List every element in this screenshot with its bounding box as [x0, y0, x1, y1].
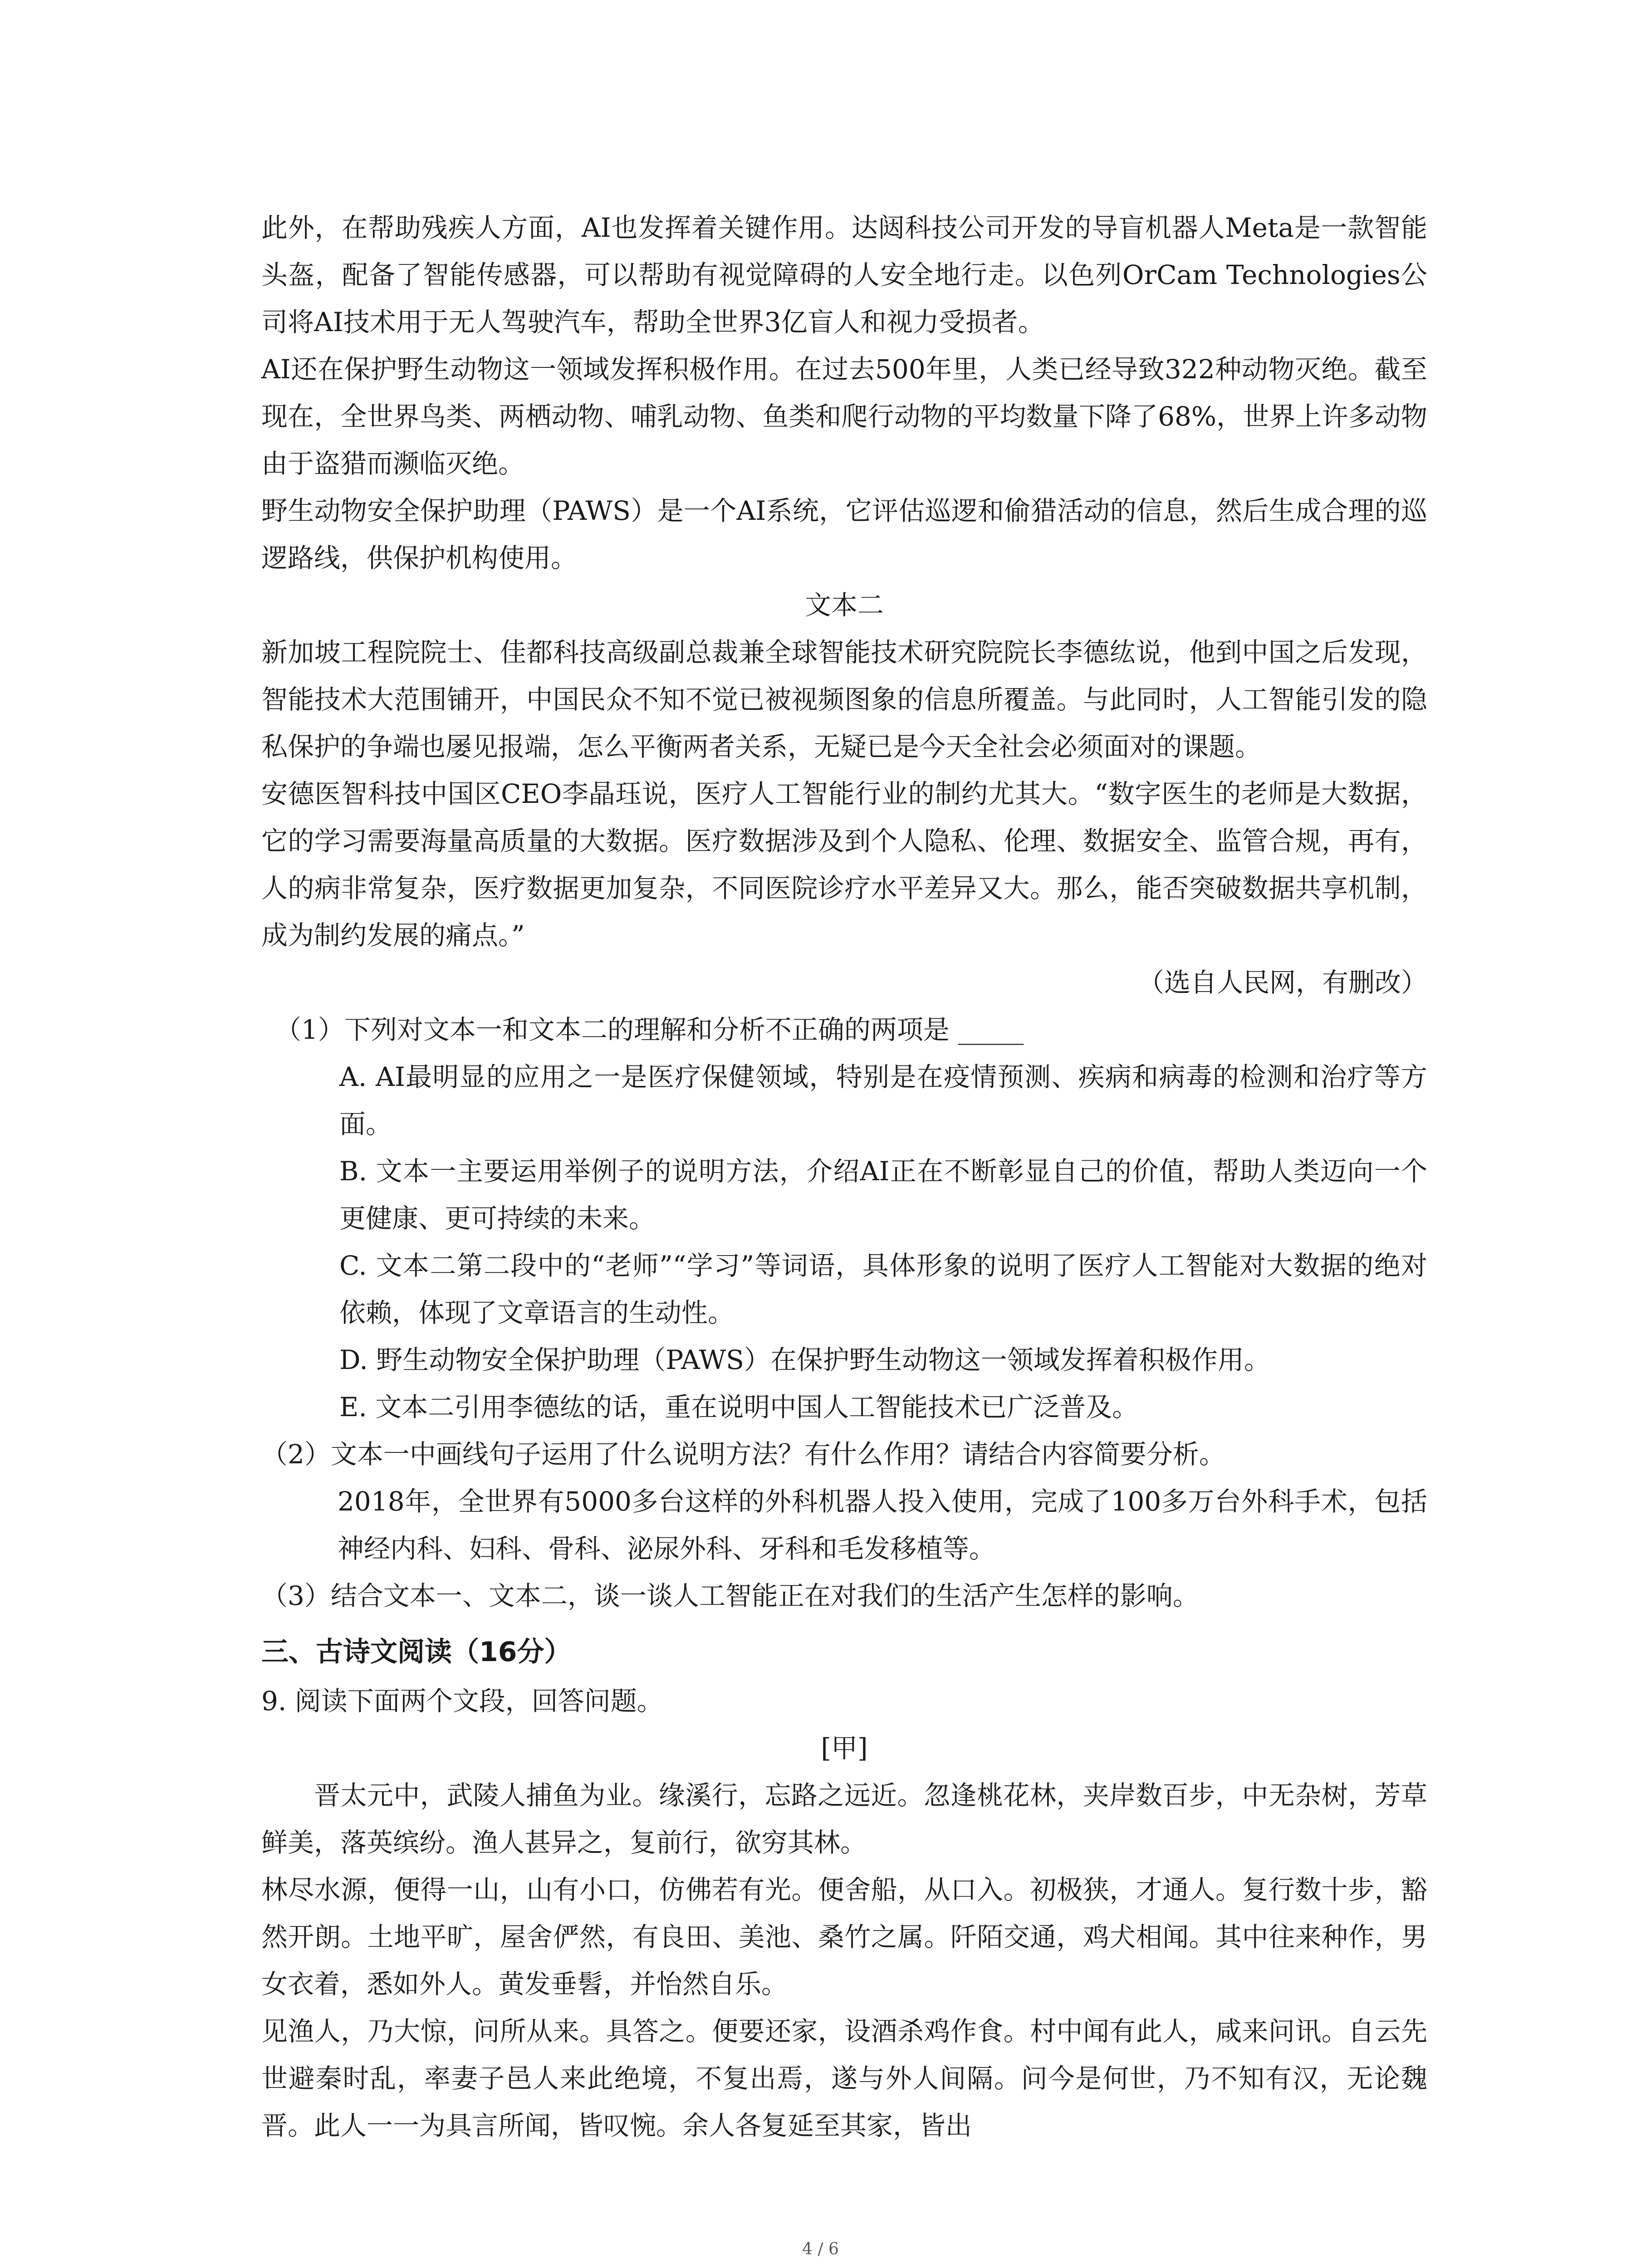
text2-paragraph-2: 安德医智科技中国区CEO李晶珏说，医疗人工智能行业的制约尤其大。“数字医生的老师是大数据，它的学习需要海量高质量的大数据。医疗数据涉及到个人隐私、伦理、数据安全、监管合规，再有，人的病非常复杂，医疗数据更加复杂，不同医院诊疗水平差异又大。那么，能否突破数据共享机制，成为制约发展的痛点。” — [261, 778, 1427, 951]
jia-paragraph-2: 林尽水源，便得一山，山有小口，仿佛若有光。便舍船，从口入。初极狭，才通人。复行数十步，豁然开朗。土地平旷，屋舍俨然，有良田、美池、桑竹之属。阡陌交通，鸡犬相闻。其中往来种作，男女衣着，悉如外人。黄发垂髫，并怡然自乐。 — [261, 1874, 1427, 1999]
option-d: D. 野生动物安全保护助理（PAWS）在保护野生动物这一领域发挥着积极作用。 — [339, 1344, 1270, 1375]
question-2-sentence: 2018年，全世界有5000多台这样的外科机器人投入使用，完成了100多万台外科手术，包括神经内科、妇科、骨科、泌尿外科、牙科和毛发移植等。 — [338, 1486, 1427, 1564]
source-note: （选自人民网，有删改） — [1137, 967, 1427, 998]
option-e: E. 文本二引用李德纮的话，重在说明中国人工智能技术已广泛普及。 — [339, 1392, 1139, 1422]
page-number: 4 / 6 — [802, 2240, 839, 2258]
option-b: B. 文本一主要运用举例子的说明方法，介绍AI正在不断彰显自己的价值，帮助人类迈向一个更健康、更可持续的未来。 — [339, 1156, 1427, 1234]
jia-paragraph-3: 见渔人，乃大惊，问所从来。具答之。便要还家，设酒杀鸡作食。村中闻有此人，咸来问讯。自云先世避秦时乱，率妻子邑人来此绝境，不复出焉，遂与外人间隔。问今是何世，乃不知有汉，无论魏晋。此人一一为具言所闻，皆叹惋。余人各复延至其家，皆出 — [261, 2016, 1427, 2141]
jia-title: [甲] — [821, 1733, 868, 1764]
text1-paragraph-1: 此外，在帮助残疾人方面，AI也发挥着关键作用。达闼科技公司开发的导盲机器人Meta是一款智能头盔，配备了智能传感器，可以帮助有视觉障碍的人安全地行走。以色列OrCam Technologies公司将AI技术用于无人驾驶汽车，帮助全世界3亿盲人和视力受损者。 — [261, 212, 1427, 337]
question-3: （3）结合文本一、文本二，谈一谈人工智能正在对我们的生活产生怎样的影响。 — [261, 1580, 1199, 1611]
text1-paragraph-2: AI还在保护野生动物这一领域发挥积极作用。在过去500年里，人类已经导致322种动物灭绝。截至现在，全世界鸟类、两栖动物、哺乳动物、鱼类和爬行动物的平均数量下降了68%，世界上许多动物由于盗猎而濒临灭绝。 — [261, 354, 1427, 479]
option-a: A. AI最明显的应用之一是医疗保健领域，特别是在疫情预测、疾病和病毒的检测和治疗等方面。 — [339, 1061, 1427, 1139]
question-1: （1）下列对文本一和文本二的理解和分析不正确的两项是 _____ — [275, 1014, 1024, 1045]
text2-paragraph-1: 新加坡工程院院士、佳都科技高级副总裁兼全球智能技术研究院院长李德纮说，他到中国之后发现，智能技术大范围铺开，中国民众不知不觉已被视频图象的信息所覆盖。与此同时，人工智能引发的隐私保护的争端也屡见报端，怎么平衡两者关系，无疑已是今天全社会必须面对的课题。 — [261, 637, 1427, 762]
section-heading: 三、古诗文阅读（16分） — [261, 1636, 572, 1668]
jia-paragraph-1: 晋太元中，武陵人捕鱼为业。缘溪行，忘路之远近。忽逢桃花林，夹岸数百步，中无杂树，芳草鲜美，落英缤纷。渔人甚异之，复前行，欲穷其林。 — [261, 1780, 1427, 1858]
page-content — [261, 204, 1427, 2149]
text1-paragraph-3: 野生动物安全保护助理（PAWS）是一个AI系统，它评估巡逻和偷猎活动的信息，然后生成合理的巡逻路线，供保护机构使用。 — [261, 495, 1427, 573]
question-9: 9. 阅读下面两个文段，回答问题。 — [261, 1686, 663, 1716]
option-c: C. 文本二第二段中的“老师”“学习”等词语，具体形象的说明了医疗人工智能对大数据的绝对依赖，体现了文章语言的生动性。 — [339, 1250, 1427, 1328]
text2-title: 文本二 — [804, 590, 884, 621]
question-2: （2）文本一中画线句子运用了什么说明方法？有什么作用？请结合内容简要分析。 — [261, 1439, 1225, 1470]
